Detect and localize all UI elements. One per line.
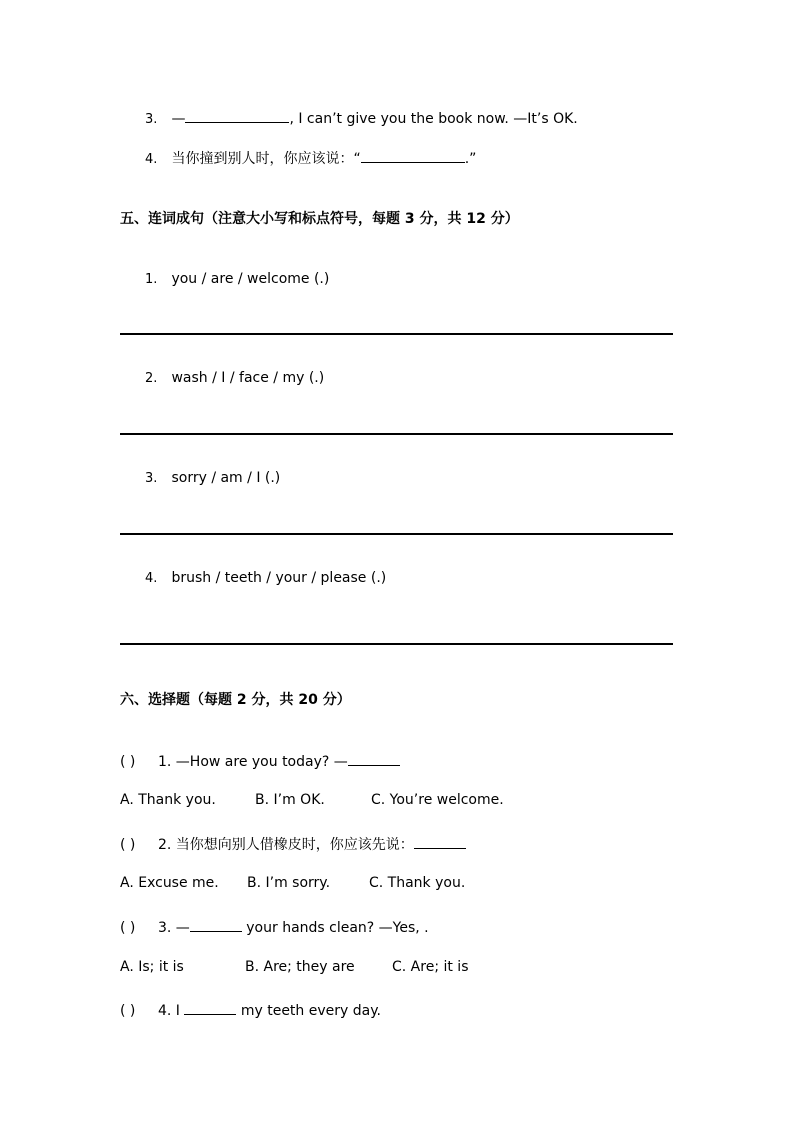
answer-line-1[interactable] <box>120 333 673 335</box>
item-number: 2. <box>145 371 158 386</box>
option-c[interactable]: C. Are; it is <box>392 959 469 975</box>
option-b[interactable]: B. I’m OK. <box>255 792 325 808</box>
section-heading-5: 五、连词成句（注意大小写和标点符号，每题 3 分，共 12 分） <box>120 211 519 227</box>
item-number: 3. <box>145 471 158 486</box>
answer-parentheses[interactable]: ( ) <box>120 1003 136 1019</box>
question-stem: 1. —How are you today? — <box>158 754 348 770</box>
fill-item-3 <box>145 108 578 127</box>
choice-question-2 <box>120 834 466 854</box>
answer-blank[interactable] <box>361 148 465 163</box>
question-stem: 2. 当你想向别人借橡皮时，你应该先说： <box>158 837 414 853</box>
answer-parentheses[interactable]: ( ) <box>120 837 136 853</box>
item-words: wash / I / face / my (.) <box>171 370 325 386</box>
question-stem-end: my teeth every day. <box>236 1003 381 1019</box>
item-words: brush / teeth / your / please (.) <box>171 570 387 586</box>
answer-blank[interactable] <box>185 108 289 123</box>
sentence-item-2 <box>145 370 324 386</box>
option-c[interactable]: C. Thank you. <box>369 875 466 891</box>
item-number: 4. <box>145 571 158 586</box>
section-heading-6: 六、选择题（每题 2 分，共 20 分） <box>120 692 351 708</box>
option-c[interactable]: C. You’re welcome. <box>371 792 504 808</box>
item-number: 3. <box>145 112 158 127</box>
sentence-item-1 <box>145 271 329 287</box>
option-a[interactable]: A. Is; it is <box>120 959 184 975</box>
answer-line-2[interactable] <box>120 433 673 435</box>
choice-question-3 <box>120 917 429 936</box>
item-words: you / are / welcome (.) <box>171 271 330 287</box>
option-a[interactable]: A. Excuse me. <box>120 875 219 891</box>
question-stem: 4. I <box>158 1003 185 1019</box>
choice-question-4 <box>120 1000 381 1019</box>
answer-parentheses[interactable]: ( ) <box>120 920 136 936</box>
item-words: sorry / am / I (.) <box>171 470 281 486</box>
fill-item-4 <box>145 148 476 168</box>
option-b[interactable]: B. Are; they are <box>245 959 355 975</box>
question-stem: 3. — <box>158 920 190 936</box>
answer-parentheses[interactable]: ( ) <box>120 754 136 770</box>
option-a[interactable]: A. Thank you. <box>120 792 216 808</box>
item-suffix: , I can’t give you the book now. —It’s OK. <box>289 111 578 127</box>
item-number: 1. <box>145 272 158 287</box>
item-prefix: — <box>171 111 186 127</box>
item-suffix: .” <box>464 151 477 167</box>
option-b[interactable]: B. I’m sorry. <box>247 875 331 891</box>
item-prefix: 当你撞到别人时，你应该说：“ <box>171 151 361 167</box>
choice-question-1 <box>120 751 400 770</box>
answer-blank[interactable] <box>184 1000 236 1015</box>
answer-blank[interactable] <box>348 751 400 766</box>
answer-line-4[interactable] <box>120 643 673 645</box>
answer-blank[interactable] <box>414 834 466 849</box>
question-stem-end: your hands clean? —Yes, . <box>241 920 429 936</box>
sentence-item-4 <box>145 570 386 586</box>
answer-line-3[interactable] <box>120 533 673 535</box>
sentence-item-3 <box>145 470 280 486</box>
answer-blank[interactable] <box>190 917 242 932</box>
item-number: 4. <box>145 152 158 167</box>
